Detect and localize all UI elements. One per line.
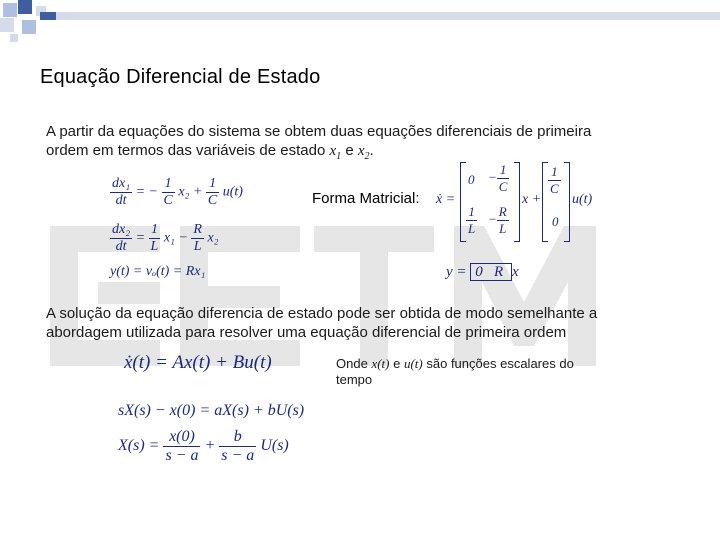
fraction: $\frac{R}{L}$ — [193, 222, 202, 254]
header-rule-dark — [40, 12, 56, 20]
state-matrix-equation — [436, 160, 606, 244]
conjunction: e — [345, 142, 354, 159]
row-bracket: 0 R — [470, 263, 512, 281]
laplace-equation-1: sX(s) − x(0) = aX(s) + bU(s) — [118, 402, 305, 419]
matrix-a11: 0 — [468, 172, 475, 187]
fraction: $\frac{b}{s - a}$ — [221, 428, 255, 464]
fraction: $\frac{\text{dx₁}}{dt}$ — [112, 176, 131, 208]
fraction: $\frac{1}{C}$ — [207, 176, 218, 208]
matrix-bracket — [514, 162, 520, 242]
state-var-x2: $x_2$ — [357, 143, 370, 162]
deco-square — [18, 0, 32, 14]
deco-square — [0, 18, 14, 32]
fraction: $\frac{\text{dx₂}}{dt}$ — [112, 222, 131, 254]
deco-square — [10, 34, 18, 42]
header-rule-light — [56, 12, 720, 20]
intro-text: A partir da equações do sistema se obtem duas equações diferenciais de primeira ordem em termos das variáveis de estado — [46, 123, 592, 159]
fraction: $\frac{1}{C}$ — [163, 176, 173, 208]
vector-b1: $\frac{1}{C}$ — [550, 164, 559, 196]
header-rule — [40, 12, 720, 20]
matrix-a21: $\frac{1}{L}$ — [468, 204, 476, 236]
intro-paragraph: A partir da equações do sistema se obtem duas equações diferenciais de primeira ordem em termos das variáveis de estado $x_1$ e $x_2$. — [46, 123, 592, 162]
fraction: $\frac{x(0)}{s - a}$ — [165, 428, 199, 464]
note-text: Onde x(t) e u(t) são funções escalares do tempo — [336, 356, 574, 387]
vector-bracket — [564, 162, 570, 242]
laplace-equation-2: X(s) = $\frac{x(0)}{s - a}$ + $\frac{b}{s - a}$ U(s) — [118, 428, 289, 464]
solution-paragraph: A solução da equação diferencia de estado pode ser obtida de modo semelhante a abordagem utilizada para resolver uma equação diferencial de primeira ordem — [46, 305, 598, 341]
matrix-a12: − $\frac{1}{C}$ — [488, 162, 508, 194]
equation-output: y(t) = vₒ(t) = Rx₁ — [110, 264, 206, 279]
matrix-form-label: Forma Matricial: — [312, 190, 420, 207]
fraction: $\frac{1}{L}$ — [150, 222, 159, 254]
matrix-a22: − $\frac{R}{L}$ — [488, 204, 507, 236]
matrix-u: u(t) — [572, 192, 593, 207]
state-var-x1: $x_1$ — [329, 143, 342, 162]
xdot-label: ẋ = — [436, 192, 456, 207]
state-equation: ẋ(t) = Ax(t) + Bu(t) — [124, 352, 272, 373]
deco-square — [3, 3, 17, 17]
equation-dx2: $\frac{\text{dx₂}}{dt}$ = $\frac{1}{L}$ x₁ − $\frac{R}{L}$ x₂ — [112, 222, 219, 254]
page-title: Equação Diferencial de Estado — [40, 66, 321, 88]
matrix-x-plus: x + — [522, 192, 542, 207]
output-matrix-equation: y = 0 R x — [446, 264, 519, 280]
deco-square — [22, 20, 36, 34]
vector-b2: 0 — [552, 214, 559, 229]
equation-dx1: $\frac{\text{dx₁}}{dt}$ = − $\frac{1}{C}$ x₂ + $\frac{1}{C}$ u(t) — [112, 176, 243, 208]
corner-decoration — [0, 0, 60, 44]
